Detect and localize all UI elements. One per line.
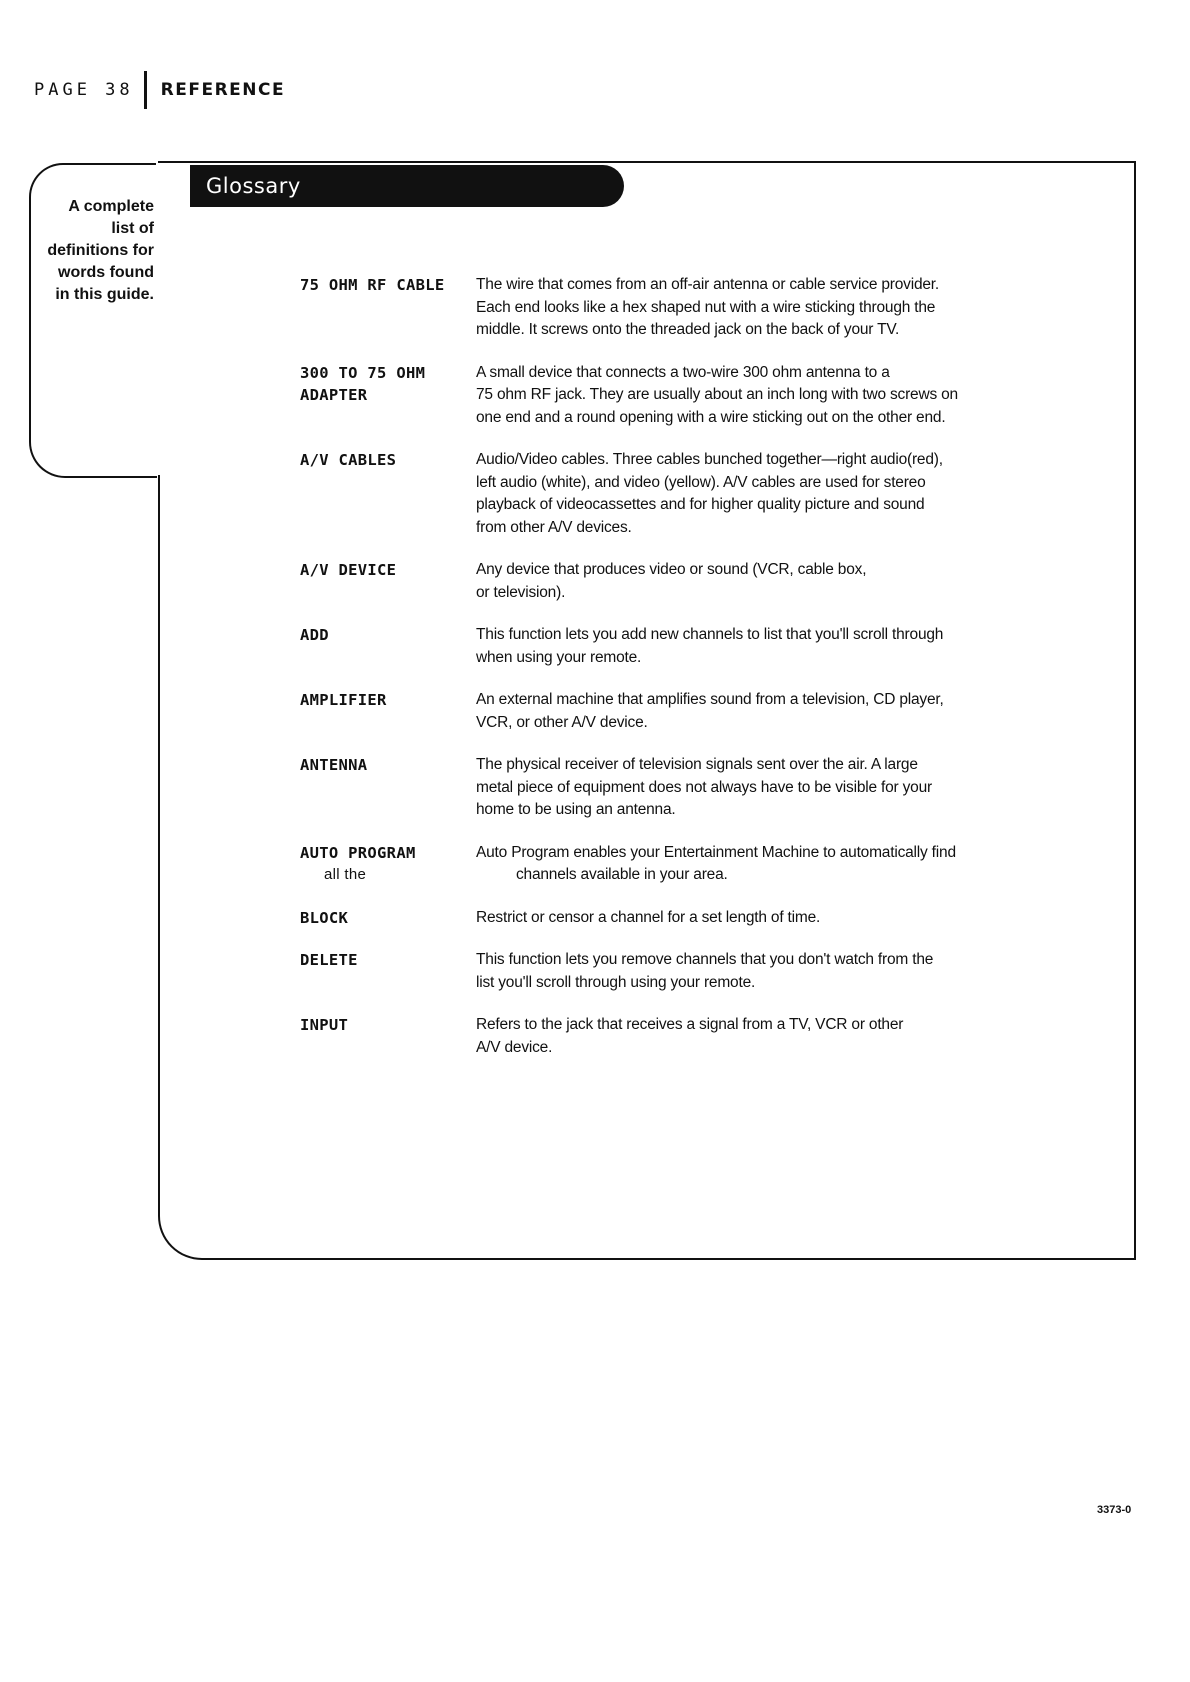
glossary-term <box>300 1014 476 1059</box>
glossary-entry <box>300 559 1100 604</box>
glossary-definition <box>476 754 1100 822</box>
glossary-entry <box>300 362 1100 430</box>
glossary-definition <box>476 1014 1100 1059</box>
definition-line: Restrict or censor a channel for a set length of time. <box>476 908 821 926</box>
term-line: ANTENNA <box>300 756 368 774</box>
term-line: ADAPTER <box>300 385 368 404</box>
definition-line: Auto Program enables your Entertainment Machine to automatically find <box>476 843 956 861</box>
glossary-definition <box>476 949 1100 994</box>
definition-line: list you'll scroll through using your remote. <box>476 973 756 991</box>
glossary-definition <box>476 689 1100 734</box>
definition-line: home to be using an antenna. <box>476 801 676 818</box>
section-title: REFERENCE <box>160 80 286 100</box>
definition-line: one end and a round opening with a wire sticking out on the other end. <box>476 408 946 426</box>
glossary-entry <box>300 624 1100 669</box>
glossary-term <box>300 689 476 734</box>
document-code: 3373-0 <box>1097 1504 1132 1516</box>
sidebar-caption <box>40 196 154 306</box>
definition-line: middle. It screws onto the threaded jack on the back of your TV. <box>476 321 900 338</box>
glossary-term <box>300 449 476 539</box>
glossary-term <box>300 754 476 822</box>
definition-line: This function lets you add new channels to list that you'll scroll through <box>476 626 944 643</box>
glossary-definition <box>476 842 1100 887</box>
definition-line: channels available in your area. <box>516 866 728 883</box>
page-header <box>34 72 285 108</box>
glossary-list <box>300 274 1100 1079</box>
definition-line: The physical receiver of television signals sent over the air. A large <box>476 756 918 773</box>
definition-line: This function lets you remove channels that you don't watch from the <box>476 951 934 968</box>
glossary-entry <box>300 754 1100 822</box>
term-line: A/V CABLES <box>300 451 397 469</box>
header-divider <box>144 71 147 109</box>
term-line: A/V DEVICE <box>300 561 397 579</box>
glossary-entry <box>300 449 1100 539</box>
glossary-term <box>300 842 476 887</box>
definition-line: VCR, or other A/V device. <box>476 713 648 731</box>
glossary-term <box>300 362 476 430</box>
glossary-term <box>300 274 476 342</box>
term-line: 75 OHM RF CABLE <box>300 276 445 294</box>
glossary-term <box>300 624 476 669</box>
caption-line: words found <box>58 264 154 281</box>
definition-line: A small device that connects a two-wire 300 ohm antenna to a <box>476 363 890 381</box>
term-line: 300 TO 75 OHM <box>300 363 426 382</box>
glossary-entry <box>300 274 1100 342</box>
glossary-entry <box>300 1014 1100 1059</box>
definition-line: playback of videocassettes and for higher quality picture and sound <box>476 496 925 513</box>
glossary-definition <box>476 907 1100 930</box>
glossary-definition <box>476 449 1100 539</box>
definition-line: Refers to the jack that receives a signal from a TV, VCR or other <box>476 1016 904 1033</box>
glossary-definition <box>476 362 1100 430</box>
glossary-entry <box>300 949 1100 994</box>
glossary-entry <box>300 907 1100 930</box>
glossary-definition <box>476 624 1100 669</box>
term-line: ADD <box>300 626 329 644</box>
term-line: DELETE <box>300 951 358 969</box>
term-line: INPUT <box>300 1016 349 1034</box>
definition-line: Any device that produces video or sound (VCR, cable box, <box>476 561 867 578</box>
glossary-term <box>300 907 476 930</box>
caption-line: in this guide. <box>55 286 154 303</box>
term-line: BLOCK <box>300 908 349 927</box>
definition-line: 75 ohm RF jack. They are usually about an inch long with two screws on <box>476 386 958 403</box>
glossary-definition <box>476 274 1100 342</box>
caption-line: list of <box>111 220 154 237</box>
definition-line: when using your remote. <box>476 648 642 666</box>
caption-line: A complete <box>68 198 154 215</box>
glossary-term <box>300 949 476 994</box>
glossary-term <box>300 559 476 604</box>
definition-line: Each end looks like a hex shaped nut with a wire sticking through the <box>476 298 936 316</box>
frame-joint <box>156 163 160 475</box>
caption-line: definitions for <box>47 242 154 259</box>
definition-line: A/V device. <box>476 1038 553 1056</box>
definition-line: left audio (white), and video (yellow). A/V cables are used for stereo <box>476 473 926 491</box>
glossary-definition <box>476 559 1100 604</box>
term-subline: all the <box>324 865 367 883</box>
definition-line: metal piece of equipment does not always have to be visible for your <box>476 778 932 796</box>
term-line: AMPLIFIER <box>300 691 387 709</box>
glossary-title: Glossary <box>206 174 301 198</box>
definition-line: An external machine that amplifies sound from a television, CD player, <box>476 691 944 708</box>
definition-line: Audio/Video cables. Three cables bunched together—right audio(red), <box>476 451 943 468</box>
glossary-entry <box>300 689 1100 734</box>
page-number: PAGE 38 <box>34 80 134 100</box>
definition-line: from other A/V devices. <box>476 518 632 536</box>
term-line: AUTO PROGRAM <box>300 843 416 862</box>
glossary-entry <box>300 842 1100 887</box>
definition-line: The wire that comes from an off-air antenna or cable service provider. <box>476 276 939 293</box>
definition-line: or television). <box>476 583 566 601</box>
